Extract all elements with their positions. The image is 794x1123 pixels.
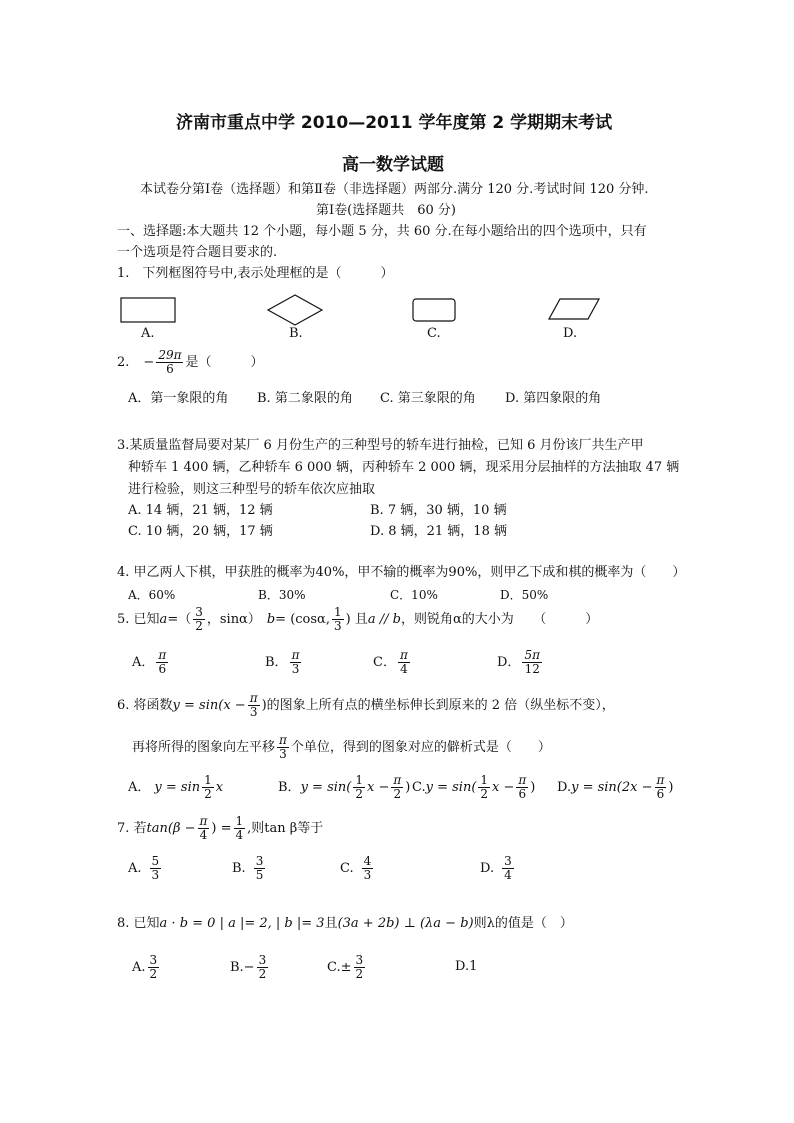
- q5-option-b-label: B．: [265, 654, 288, 670]
- q6-line2-prefix: 再将所得的图象向左平移: [132, 739, 276, 755]
- q5-option-a-den: 6: [158, 662, 167, 676]
- question-3-line1: 3.某质量监督局要对某厂 6 月份生产的三种型号的轿车进行抽检，已知 6 月份该厂共生产甲: [117, 438, 644, 453]
- q5-option-b-den: 3: [291, 662, 300, 676]
- q7-option-d-num: 3: [504, 854, 512, 868]
- q6-option-c-num2: π: [518, 773, 527, 787]
- q7-expression: tan(β −: [146, 820, 196, 836]
- q1-option-b: B.: [289, 326, 303, 341]
- q7-option-b-num: 3: [255, 854, 264, 868]
- q6-func-close: ): [261, 697, 267, 713]
- q7-option-b-label: B.: [232, 860, 246, 876]
- q6-option-b-num1: 1: [355, 773, 363, 787]
- q5-a-frac-den: 2: [195, 619, 203, 633]
- q6-func-den: 3: [249, 705, 258, 719]
- q8-option-c: [327, 954, 367, 981]
- q2-option-d: D. 第四象限的角: [505, 391, 602, 406]
- q5-option-a-label: A．: [132, 654, 155, 670]
- q6-option-d-pre: y = sin(2x −: [571, 779, 653, 795]
- exam-subtitle: 高一数学试题: [342, 155, 444, 175]
- q2-fraction-numerator: 29π: [158, 348, 182, 362]
- q2-option-a: A．第一象限的角: [128, 391, 229, 406]
- q7-tail: ,则tan β等于: [247, 820, 324, 836]
- q7-option-c-num: 4: [363, 854, 372, 868]
- q5-a-tail: ，sinα）: [206, 611, 261, 627]
- q3-option-c: C. 10 辆，20 辆，17 辆: [128, 524, 273, 539]
- q7-option-a-label: A.: [128, 860, 142, 876]
- q5-option-b: [265, 649, 303, 676]
- q6-option-b-label: B．: [278, 779, 301, 795]
- q5-parallel-expr: a // b: [367, 611, 401, 627]
- vector-a-symbol: a: [159, 611, 168, 627]
- q5-b-frac-num: 1: [333, 605, 342, 619]
- q5-option-d-den: 12: [524, 662, 540, 676]
- q7-option-a-den: 3: [151, 868, 160, 882]
- q7-option-c-den: 3: [363, 868, 372, 882]
- q7-option-a-num: 5: [151, 854, 160, 868]
- q5-tail: ，则锐角α的大小为 （ ）: [400, 611, 599, 627]
- q7-option-d: [480, 855, 516, 882]
- q6-option-a-num: 1: [204, 773, 212, 787]
- q5-b-fraction: [332, 606, 344, 633]
- question-7-stem: [117, 815, 323, 842]
- question-1-stem: 1. 下列框图符号中,表示处理框的是（ ）: [117, 266, 394, 281]
- q7-expr-den: 4: [199, 828, 208, 842]
- q3-option-b: B. 7 辆，30 辆，10 辆: [370, 503, 507, 518]
- q5-a-fraction: [193, 606, 205, 633]
- q2-number: 2.: [117, 354, 130, 370]
- q7-expr-num: π: [199, 814, 208, 828]
- q5-option-b-num: π: [291, 648, 300, 662]
- exam-title: 济南市重点中学 2010—2011 学年度第 2 学期期末考试: [176, 113, 613, 133]
- q4-option-a: A．60%: [128, 588, 176, 602]
- q1-option-c: C.: [427, 326, 441, 341]
- q6-option-d-den: 6: [656, 787, 665, 801]
- q6-option-c-num1: 1: [480, 773, 489, 787]
- question-6-line2: [132, 734, 551, 761]
- q8-prefix: 8. 已知: [117, 916, 160, 931]
- exam-intro: 本试卷分第Ⅰ卷（选择题）和第Ⅱ卷（非选择题）两部分.满分 120 分.考试时间 120 分钟.: [140, 182, 649, 197]
- q5-a-equals: =（: [167, 611, 192, 627]
- flowchart-parallelogram-shape: [548, 298, 600, 320]
- q7-value-den: 4: [235, 828, 244, 842]
- q6-option-a-pre: y = sin: [154, 779, 201, 795]
- q4-option-c: C．10%: [390, 588, 438, 602]
- q8-option-b-label: B.−: [230, 959, 255, 975]
- q1-option-d: D.: [563, 326, 578, 341]
- q5-a-frac-num: 3: [195, 605, 203, 619]
- q5-option-c-den: 4: [400, 662, 408, 676]
- q6-option-c-tail: ): [530, 779, 536, 795]
- q8-and: 且: [324, 916, 338, 931]
- q6-option-d-num: π: [656, 773, 665, 787]
- q8-option-c-label: C.±: [327, 959, 352, 975]
- q6-func-num: π: [249, 691, 258, 705]
- q8-option-b: [230, 954, 270, 981]
- q6-option-c-den2: 6: [518, 787, 527, 801]
- q8-tail: 则λ的值是（ ）: [473, 916, 573, 931]
- q6-option-a: [128, 774, 223, 801]
- q8-option-a: [132, 954, 161, 981]
- q5-b-tail: ) 且: [345, 611, 368, 627]
- q2-fraction: [156, 349, 183, 376]
- q3-option-a: A. 14 辆，21 辆，12 辆: [128, 503, 273, 518]
- q5-option-d-label: D．: [497, 654, 521, 670]
- q7-option-a: [128, 855, 163, 882]
- q6-line2-tail: 个单位，得到的图象对应的僻析式是（ ）: [290, 739, 551, 755]
- q6-option-b-mid: x −: [366, 779, 390, 795]
- q5-option-d-num: 5π: [524, 648, 540, 662]
- q5-option-a: [132, 649, 170, 676]
- q2-option-b: B. 第二象限的角: [257, 391, 353, 406]
- q7-prefix: 7. 若: [117, 820, 147, 836]
- q6-shift-den: 3: [279, 747, 287, 761]
- q4-option-d: D．50%: [500, 588, 549, 602]
- q6-option-c-den1: 2: [480, 787, 489, 801]
- q2-tail: 是（ ）: [185, 354, 264, 370]
- q7-option-b-den: 5: [255, 868, 264, 882]
- flowchart-rectangle-shape: [120, 297, 176, 323]
- q4-option-b: B．30%: [258, 588, 306, 602]
- flowchart-rounded-rect-shape: [412, 298, 456, 322]
- q6-option-d-tail: ): [668, 779, 674, 795]
- q6-option-b-pre: y = sin(: [300, 779, 352, 795]
- q6-function: y = sin(x −: [172, 697, 246, 713]
- q6-option-b-tail: ): [405, 779, 411, 795]
- q8-option-d: D.1: [455, 959, 478, 974]
- q8-option-a-label: A.: [132, 959, 146, 975]
- q7-option-c-label: C.: [340, 860, 354, 876]
- q6-option-d-label: D.: [557, 779, 572, 795]
- q5-prefix: 5. 已知: [117, 611, 160, 627]
- q8-expression: (3a + 2b) ⊥ (λa − b): [337, 916, 474, 931]
- q6-prefix: 6. 将函数: [117, 697, 173, 713]
- q6-option-a-tail: x: [215, 779, 224, 795]
- question-3-line2: 种轿车 1 400 辆，乙种轿车 6 000 辆，丙种轿车 2 000 辆，现采用分层抽样的方法抽取 47 辆: [128, 460, 680, 475]
- q7-option-d-label: D.: [480, 860, 495, 876]
- q6-option-a-den: 2: [204, 787, 212, 801]
- q7-option-d-den: 4: [504, 868, 512, 882]
- question-2-stem: [117, 349, 263, 376]
- q7-option-c: [340, 855, 375, 882]
- q6-option-c-mid: x −: [492, 779, 515, 795]
- question-8-stem: [117, 915, 573, 933]
- question-4-stem: 4. 甲乙两人下棋，甲获胜的概率为40%，甲不输的概率为90%，则甲乙下成和棋的概率为（ ）: [117, 565, 686, 580]
- q6-option-b: [278, 774, 410, 801]
- q6-option-d: [557, 774, 673, 801]
- q2-minus: −: [143, 354, 155, 370]
- q6-option-c-label: C.: [412, 779, 426, 795]
- part-one-heading: 第Ⅰ卷(选择题共 60 分): [316, 203, 456, 218]
- q6-option-c: [412, 774, 535, 801]
- q6-option-a-label: A．: [128, 779, 151, 795]
- q5-option-c-num: π: [399, 648, 408, 662]
- q3-option-d: D. 8 辆，21 辆，18 辆: [370, 524, 507, 539]
- q8-option-a-den: 2: [149, 967, 158, 981]
- q5-b-frac-den: 3: [333, 619, 342, 633]
- section-instructions-line2: 一个选项是符合题目要求的.: [117, 245, 278, 260]
- q5-option-c: [373, 649, 412, 676]
- q5-b-equals: = (cosα,: [275, 611, 330, 627]
- question-5-stem: [117, 606, 598, 633]
- q5-option-c-label: C．: [373, 654, 396, 670]
- q8-option-b-num: 3: [258, 953, 267, 967]
- q6-option-b-den1: 2: [355, 787, 363, 801]
- q6-option-b-num2: π: [393, 773, 402, 787]
- q6-shift-num: π: [279, 733, 287, 747]
- q6-tail1: 的图象上所有点的横坐标伸长到原来的 2 倍（纵坐标不变），: [266, 697, 615, 713]
- question-3-line3: 进行检验，则这三种型号的轿车依次应抽取: [128, 482, 376, 497]
- q8-option-c-den: 2: [355, 967, 364, 981]
- section-instructions-line1: 一、选择题:本大题共 12 个小题，每小题 5 分，共 60 分.在每小题给出的四个选项中，只有: [117, 224, 647, 239]
- q8-option-a-num: 3: [149, 953, 158, 967]
- q8-option-c-num: 3: [355, 953, 364, 967]
- q6-option-c-pre: y = sin(: [425, 779, 477, 795]
- question-6-line1: [117, 692, 615, 719]
- vector-b-symbol: b: [266, 611, 276, 627]
- q2-fraction-denominator: 6: [166, 362, 174, 376]
- q6-option-b-den2: 2: [393, 787, 402, 801]
- q7-option-b: [232, 855, 267, 882]
- flowchart-diamond-shape: [267, 294, 323, 326]
- q8-condition: a · b = 0 | a |= 2, | b |= 3: [159, 916, 325, 931]
- q5-option-d: [497, 649, 544, 676]
- q2-option-c: C. 第三象限的角: [380, 391, 476, 406]
- q7-value-num: 1: [235, 814, 244, 828]
- q1-option-a: A.: [141, 326, 155, 341]
- q7-equals: ) =: [211, 820, 232, 836]
- q5-option-a-num: π: [158, 648, 167, 662]
- q8-option-b-den: 2: [258, 967, 267, 981]
